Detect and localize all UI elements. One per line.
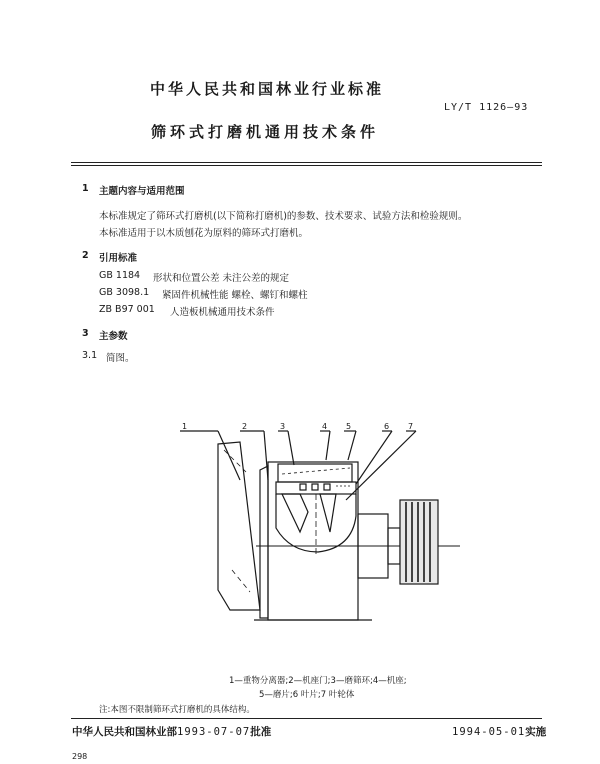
footer-approval xyxy=(72,724,271,739)
leader-line-6-diag xyxy=(356,431,392,484)
section-2-number: 2 xyxy=(82,250,89,261)
leader-line-3-diag xyxy=(288,431,294,465)
section-1-number: 1 xyxy=(82,183,89,194)
figure-label-7: 7 xyxy=(408,422,414,431)
figure-label-1: 1 xyxy=(182,422,188,431)
subsection-3-1-text: 简图。 xyxy=(106,353,135,364)
footer-rule xyxy=(71,718,542,719)
grinding-disc-mark-1 xyxy=(300,484,306,490)
document-title: 筛环式打磨机通用技术条件 xyxy=(151,123,380,141)
header-rule-top xyxy=(71,162,542,163)
figure-label-2: 2 xyxy=(242,422,248,431)
figure-caption-line-2: 5—磨片;6 叶片;7 叶轮体 xyxy=(259,690,355,700)
reference-2-code: GB 3098.1 xyxy=(99,287,150,298)
separator-housing xyxy=(218,442,260,610)
blade-right xyxy=(320,494,336,532)
reference-1-title: 形状和位置公差 未注公差的规定 xyxy=(153,273,290,284)
figure-label-3: 3 xyxy=(280,422,286,431)
machine-door xyxy=(260,466,268,618)
footer-implementation xyxy=(452,724,546,739)
leader-line-1-diag xyxy=(218,431,240,480)
figure-label-4: 4 xyxy=(322,422,328,431)
figure-label-5: 5 xyxy=(346,422,352,431)
figure-caption-line-1: 1—重物分离器;2—机座门;3—磨筛环;4—机座; xyxy=(229,676,407,686)
reference-3-code: ZB B97 001 xyxy=(99,304,155,315)
section-2-heading: 引用标准 xyxy=(99,253,138,264)
leader-line-5-diag xyxy=(348,431,356,460)
footer-approve-date: 1993-07-07 xyxy=(177,726,251,738)
subsection-3-1-number: 3.1 xyxy=(82,350,98,361)
figure-note: 注:本图不限制筛环式打磨机的具体结构。 xyxy=(99,705,255,715)
leader-line-2-diag xyxy=(264,431,268,480)
screen-ring-hidden-line xyxy=(282,468,350,474)
section-1-paragraph-2: 本标准适用于以木质刨花为原料的筛环式打磨机。 xyxy=(99,228,309,239)
grinding-disc-mark-3 xyxy=(324,484,330,490)
grinding-disc-mark-2 xyxy=(312,484,318,490)
standard-code: LY/T 1126—93 xyxy=(444,102,529,113)
section-1-heading: 主题内容与适用范围 xyxy=(99,186,185,197)
figure-label-6: 6 xyxy=(384,422,390,431)
issuing-standard-category: 中华人民共和国林业行业标准 xyxy=(150,80,385,98)
separator-hidden-line-bottom xyxy=(232,570,250,592)
reference-3-title: 人造板机械通用技术条件 xyxy=(170,307,275,318)
machine-diagram xyxy=(160,420,460,640)
header-rule-bottom xyxy=(71,165,542,166)
footer-impl-date: 1994-05-01 xyxy=(452,726,526,738)
footer-issuer: 中华人民共和国林业部 xyxy=(72,726,177,738)
footer-impl-suffix: 实施 xyxy=(525,726,547,738)
section-3-number: 3 xyxy=(82,328,89,339)
reference-1-code: GB 1184 xyxy=(99,270,141,281)
reference-2-title: 紧固件机械性能 螺栓、螺钉和螺柱 xyxy=(162,290,308,301)
blade-left xyxy=(282,494,308,532)
page-number: 298 xyxy=(72,752,88,761)
section-1-paragraph-1: 本标准规定了筛环式打磨机(以下简称打磨机)的参数、技术要求、试验方法和检验规则。 xyxy=(99,211,468,222)
section-3-heading: 主参数 xyxy=(99,331,128,342)
footer-approve-suffix: 批准 xyxy=(250,726,272,738)
leader-line-4-diag xyxy=(326,431,330,460)
